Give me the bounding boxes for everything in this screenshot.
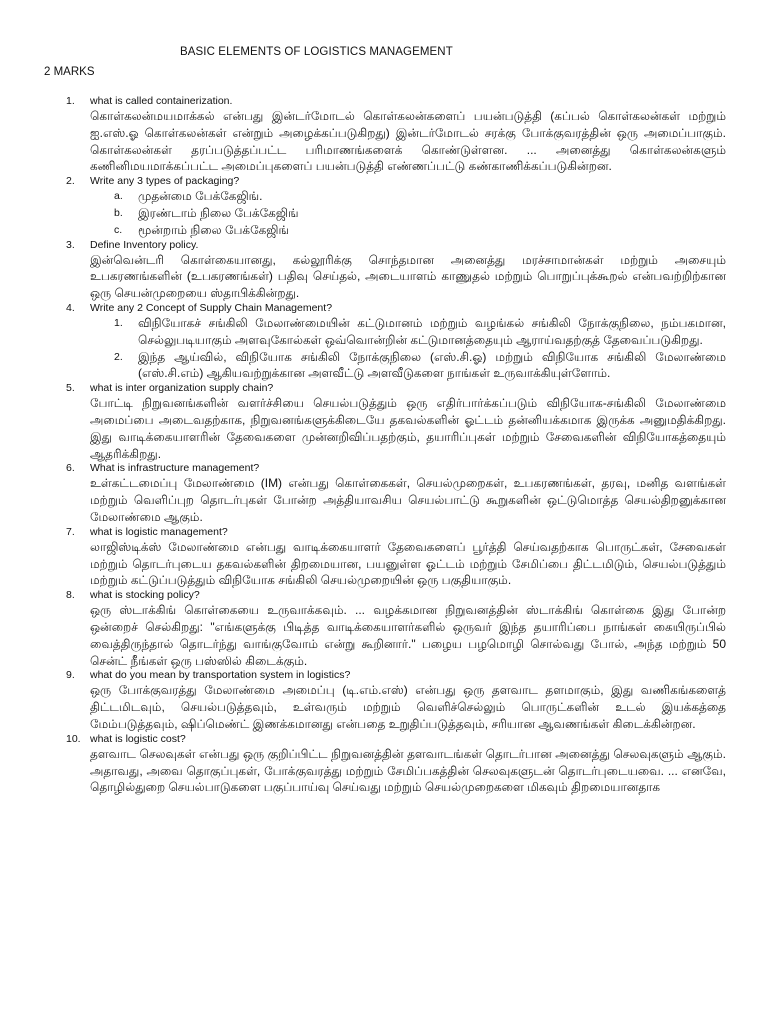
question-number: 5. (66, 382, 75, 395)
question-item (66, 526, 726, 589)
sub-item (114, 188, 726, 205)
sub-item-marker: c. (114, 223, 123, 236)
answer-text: ஒரு போக்குவரத்து மேலாண்மை அமைப்பு (டி.எம்.எஸ்) என்பது ஒரு தளவாட தளமாகும், இது வணிகங்களைத் திட்டமிடவும், செயல்படுத்தவும், உள்வரும் மற்றும் வெளிச்செல்லும் பொருட்களின் உடல் இயக்கத்தை மேம்படுத்தவும், ஷிப்மெண்ட் இணக்கமானது என்பதை உறுதிப்படுத்தவும், சரியான ஆவணங்கள் கிடைக்கின்றன. (90, 683, 726, 731)
question-text: what is inter organization supply chain? (90, 382, 274, 395)
question-item (66, 462, 726, 525)
question-text: what is called containerization. (90, 95, 233, 107)
document-title: BASIC ELEMENTS OF LOGISTICS MANAGEMENT (180, 46, 453, 58)
question-item (66, 733, 726, 796)
sub-item-text: விநியோகச் சங்கிலி மேலாண்மையின் கட்டுமானம் மற்றும் வழங்கல் சங்கிலி நோக்குநிலை, நம்பகமான, செல்லுபடியாகும் அளவுகோல்கள் ஒவ்வொன்றின் கட்டுமானத்தையும் ஆராய்வதற்குத் தேவைப்படுகிறது. (138, 315, 726, 347)
question-number: 8. (66, 589, 75, 602)
question-item (66, 302, 726, 382)
question-number: 9. (66, 669, 75, 682)
question-number: 4. (66, 301, 75, 314)
answer-text: ஒரு ஸ்டாக்கிங் கொள்கையை உருவாக்கவும். ... வழக்கமான நிறுவனத்தின் ஸ்டாக்கிங் கொள்கை இது போன்ற ஒன்றைச் செல்கிறது: "எங்களுக்கு பிடித்த வாடிக்கையாளர்களில் ஒருவர் இந்த தயாரிப்பை நாங்கள் கையிருப்பில் வைத்திருந்தால் தொடர்ந்து வாங்குவோம் என்று கூறினார்." பழைய பழமொழி சொல்வது போல், அந்த மற்றும் 50 சென்ட் நீங்கள் ஒரு பஸ்ஸில் கிடைக்கும். (90, 603, 726, 668)
answer-text: லாஜிஸ்டிக்ஸ் மேலாண்மை என்பது வாடிக்கையாளர் தேவைகளைப் பூர்த்தி செய்வதற்காக பொருட்கள், சேவைகள் மற்றும் தொடர்புடைய தகவல்களின் திறமையான, பயனுள்ள ஓட்டம் மற்றும் சேமிப்பை திட்டமிடும், செயல்படுத்தும் மற்றும் கட்டுப்படுத்தும் விநியோக சங்கிலி செயல்முறையின் ஒரு பகுதியாகும். (90, 539, 726, 588)
sub-item-marker: b. (114, 206, 123, 219)
question-number: 2. (66, 175, 75, 188)
question-number: 10. (66, 732, 81, 745)
question-number: 1. (66, 95, 75, 107)
answer-text: போட்டி நிறுவனங்களின் வளர்ச்சியை செயல்படுத்தும் ஒரு எதிர்பார்க்கப்படும் விநியோக-சங்கிலி மேலாண்மை அமைப்பை அடைவதற்காக, நிறுவனங்களுக்கிடையே தகவல்களின் ஓட்டம் தன்னியக்கமாக இருக்க அனுமதிக்கிறது. இது வாடிக்கையாளரின் தேவைகளை முன்னறிவிப்பதற்கும், தயாரிப்புகள் மற்றும் சேவைகளின் விநியோகத்தையும் ஆதரிக்கிறது. (90, 396, 726, 461)
question-item (66, 95, 726, 175)
question-item (66, 382, 726, 462)
question-item (66, 669, 726, 732)
sub-item (114, 222, 726, 239)
question-item (66, 175, 726, 238)
question-text: what is stocking policy? (90, 589, 200, 602)
sub-item (114, 315, 726, 349)
question-text: what do you mean by transportation system in logistics? (90, 669, 351, 682)
sub-item-text: முதன்மை பேக்கேஜிங். (138, 189, 263, 204)
answer-text: கொள்கலன்மயமாக்கல் என்பது இன்டர்மோடல் கொள்கலன்களைப் பயன்படுத்தி (கப்பல் கொள்கலன்கள் மற்றும் ஐ.எஸ்.ஓ கொள்கலன்கள் என்றும் அழைக்கப்படுகிறது) இன்டர்மோடல் சரக்கு போக்குவரத்தின் ஒரு அமைப்பாகும். கொள்கலன்கள் தரப்படுத்தப்பட்ட பரிமாணங்களைக் கொண்டுள்ளன. ... அனைத்து கொள்கலன்களும் கணினிமயமாக்கப்பட்ட அமைப்புகளைப் பயன்படுத்தி எண்ணப்பட்டு கண்காணிக்கப்படுகின்றன. (90, 109, 726, 174)
question-text: What is infrastructure management? (90, 462, 260, 475)
question-item (66, 589, 726, 669)
question-item (66, 239, 726, 302)
question-text: what is logistic management? (90, 525, 228, 538)
sub-item (114, 205, 726, 222)
question-number: 7. (66, 525, 75, 538)
section-heading: 2 MARKS (44, 66, 95, 78)
answer-text: தளவாட செலவுகள் என்பது ஒரு குறிப்பிட்ட நிறுவனத்தின் தளவாடங்கள் தொடர்பான அனைத்து செலவுகளும் ஆகும். அதாவது, அவை தொகுப்புகள், போக்குவரத்து மற்றும் சேமிப்பகத்தின் செலவுகளுடன் தொடர்புடையவை. ... எனவே, தொழில்துறை செயல்பாடுகளை பகுப்பாய்வு செய்வது மற்றும் செயல்முறைகளை மிகவும் திறமையானதாக (90, 746, 726, 795)
sub-item-text: மூன்றாம் நிலை பேக்கேஜிங் (138, 222, 289, 237)
sub-item-marker: 2. (114, 350, 123, 363)
answer-text: உள்கட்டமைப்பு மேலாண்மை (IM) என்பது கொள்கைகள், செயல்முறைகள், உபகரணங்கள், தரவு, மனித வளங்கள் மற்றும் வெளிப்புற தொடர்புகள் போன்ற அத்தியாவசிய செயல்பாட்டு கூறுகளின் ஒட்டுமொத்த செயல்திறனுக்கான மேலாண்மை ஆகும். (90, 476, 726, 524)
sub-item-text: இந்த ஆய்வில், விநியோக சங்கிலி நோக்குநிலை (எஸ்.சி.ஓ) மற்றும் விநியோக சங்கிலி மேலாண்மை (எஸ்.சி.எம்) ஆகியவற்றுக்கான அளவீட்டு அளவீடுகளை நாங்கள் உருவாக்கியுள்ளோம். (138, 349, 726, 381)
question-number: 6. (66, 462, 75, 475)
question-text: what is logistic cost? (90, 732, 186, 745)
question-list (66, 95, 726, 796)
sub-item-text: இரண்டாம் நிலை பேக்கேஜிங் (138, 205, 299, 220)
question-text: Define Inventory policy. (90, 238, 199, 251)
answer-text: இன்வென்டரி கொள்கையானது, கல்லூரிக்கு சொந்தமான அனைத்து மரச்சாமான்கள் மற்றும் அசையும் உபகரணங்களின் (உபகரணங்கள்) பதிவு செய்தல், அடையாளம் காணுதல் மற்றும் பொறுப்புக்கூறல் என்பவற்றிற்கான ஒரு செயன்முறையை ஸ்தாபிக்கின்றது. (90, 252, 726, 301)
sub-item-marker: 1. (114, 316, 123, 329)
question-text: Write any 2 Concept of Supply Chain Management? (90, 301, 333, 314)
sub-item (114, 349, 726, 383)
question-number: 3. (66, 238, 75, 251)
sub-item-marker: a. (114, 190, 123, 203)
question-text: Write any 3 types of packaging? (90, 175, 240, 188)
